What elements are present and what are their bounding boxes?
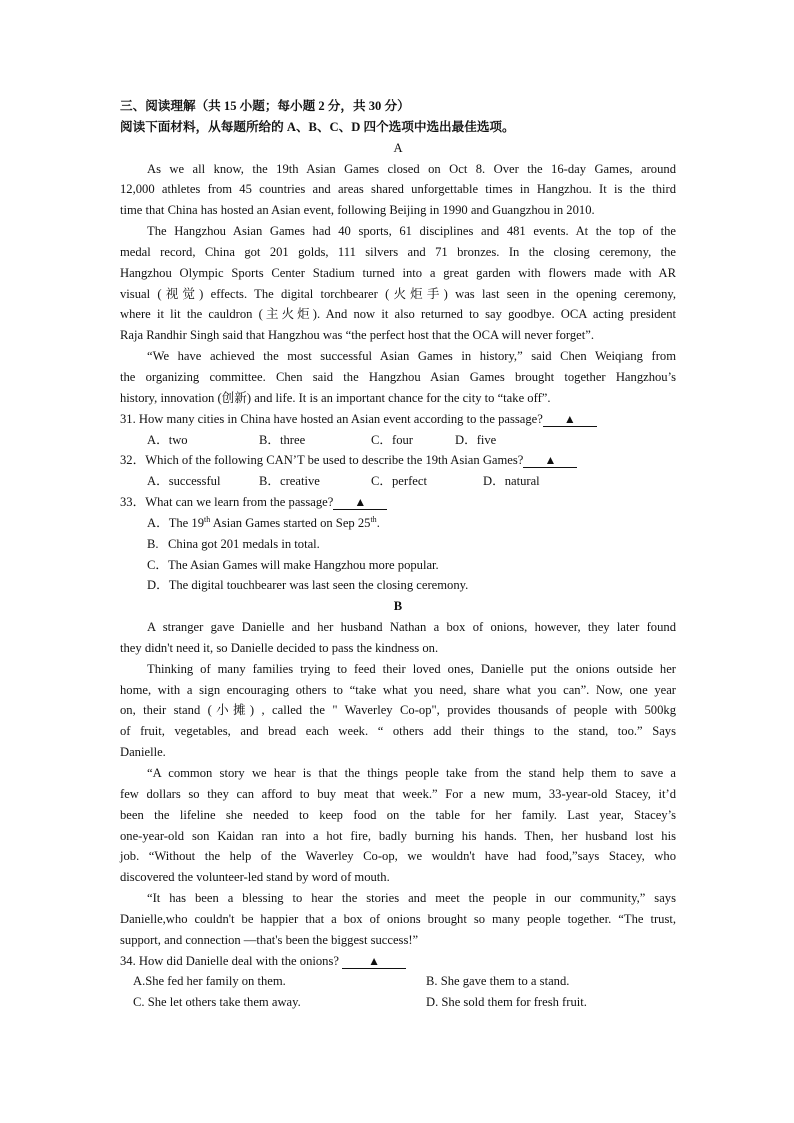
passage-line: As we all know, the 19th Asian Games closed on Oct 8. Over the 16-day Games, around [147,161,676,176]
passage-a [120,159,676,409]
passage-line: visual (视觉) effects. The digital torchbearer (火炬手) was last seen in the opening ceremony, [120,286,676,301]
passage-line: “A common story we hear is that the things people take from the stand help them to save a [147,766,676,780]
option-b[interactable]: B. She gave them to a stand. [426,974,570,989]
passage-line: the organizing committee. Chen said the Hangzhou Asian Games brought together Hangzhou’s [120,369,676,384]
passage-line: discovered the volunteer-led stand by word of mouth. [120,870,390,885]
option-a[interactable]: A．The 19th Asian Games started on Sep 25th. [147,514,380,530]
question-stem: 31. How many cities in China have hosted an Asian event according to the passage? [120,411,543,426]
passage-line: one-year-old son Kaidan ran into a hot fire, badly burning his hands. Then, her husband lost his [120,828,676,843]
passage-line: The Hangzhou Asian Games had 40 sports, 61 disciplines and 481 events. At the top of the [147,224,676,239]
passage-line: history, innovation (创新) and life. It is an important chance for the city to “take off”. [120,390,551,405]
passage-line: they didn't need it, so Danielle decided to pass the kindness on. [120,640,439,655]
passage-line: time that China has hosted an Asian event, following Beijing in 1990 and Guangzhou in 2010. [120,203,595,218]
question-34-options-row1 [120,971,676,992]
passage-line: been the lifeline she needed to keep food on the table for her family. Last year, Stacey’s [120,807,676,822]
passage-line: medal record, China got 201 golds, 111 silvers and 71 bronzes. In the closing ceremony, the [120,244,676,259]
reading-section [120,96,676,1013]
passage-a-letter: A [393,140,403,155]
option-c[interactable]: C．The Asian Games will make Hangzhou more popular. [147,557,439,572]
option-b[interactable]: B．creative [259,474,320,489]
passage-b-letter: B [393,599,403,614]
option-b[interactable]: B. China got 201 medals in total. [147,536,320,551]
passage-line: 12,000 athletes from 45 countries and areas shared unforgettable times in Hangzhou. It is the third [120,182,676,197]
passage-line: A stranger gave Danielle and her husband Nathan a box of onions, however, they later found [147,620,676,635]
passage-line: job. “Without the help of the Waverley Co-op, we wouldn't have had food,”says Stacey, who [120,849,676,864]
question-32-options [120,471,676,492]
passage-line: “It has been a blessing to hear the stories and meet the people in our community,” says [147,891,676,906]
option-a[interactable]: A．successful [147,474,221,489]
question-32 [120,450,676,471]
option-a[interactable]: A．two [147,432,188,447]
passage-line: Danielle. [120,745,166,760]
option-a[interactable]: A.She fed her family on them. [133,974,286,989]
answer-blank[interactable]: ▲ [342,954,406,969]
answer-blank[interactable]: ▲ [333,495,387,510]
option-d[interactable]: D. She sold them for fresh fruit. [426,995,587,1010]
option-d[interactable]: D．natural [483,474,540,489]
option-c[interactable]: C．perfect [371,474,427,489]
question-34 [120,951,676,972]
option-d[interactable]: D．five [455,432,497,447]
passage-line: Thinking of many families trying to feed their loved ones, Danielle put the onions outside her [147,661,676,676]
answer-blank[interactable]: ▲ [523,453,577,468]
question-33 [120,492,676,513]
question-stem: 32．Which of the following CAN’T be used to describe the 19th Asian Games? [120,453,524,468]
section-heading: 三、阅读理解（共 15 小题；每小题 2 分，共 30 分） [120,99,410,113]
question-stem: 33．What can we learn from the passage? [120,495,334,510]
option-b[interactable]: B．three [259,432,306,447]
passage-line: Danielle,who couldn't be happier that a box of onions brought so many people together. “The trust, [120,911,676,926]
question-stem: 34. How did Danielle deal with the onions? [120,953,339,968]
passage-line: where it lit the cauldron (主火炬). And now it also returned to say goodbye. OCA acting president [120,307,676,322]
passage-line: Raja Randhir Singh said that Hangzhou was “the perfect host that the OCA will never forget”. [120,328,595,343]
passage-line: support, and connection —that's been the biggest success!” [120,932,419,947]
passage-line: few dollars so they can afford to buy meat that week.” For a new mum, 33-year-old Stacey, it’d [120,786,676,801]
passage-line: home, with a sign encouraging others to “take what you need, share what you can”. Now, one year [120,682,676,697]
passage-line: Hangzhou Olympic Sports Center Stadium turned into a great garden with flowers made with AR [120,265,676,280]
option-c[interactable]: C. She let others take them away. [133,995,301,1010]
passage-line: “We have achieved the most successful Asian Games in history,” said Chen Weiqiang from [147,349,676,364]
passage-line: of fruit, vegetables, and bread each week. “ others add their things to the stand, too.” Says [120,724,676,739]
question-31-options [120,430,676,451]
passage-b [120,617,676,951]
question-34-options-row2 [120,992,676,1013]
option-d[interactable]: D．The digital touchbearer was last seen the closing ceremony. [147,578,469,593]
option-c[interactable]: C．four [371,432,413,447]
section-instruction: 阅读下面材料，从每题所给的 A、B、C、D 四个选项中选出最佳选项。 [120,119,515,134]
passage-line: on, their stand (小摊) , called the " Waverley Co-op", provides thousands of people with 500kg [120,703,676,718]
answer-blank[interactable]: ▲ [543,412,597,427]
question-31 [120,409,676,430]
